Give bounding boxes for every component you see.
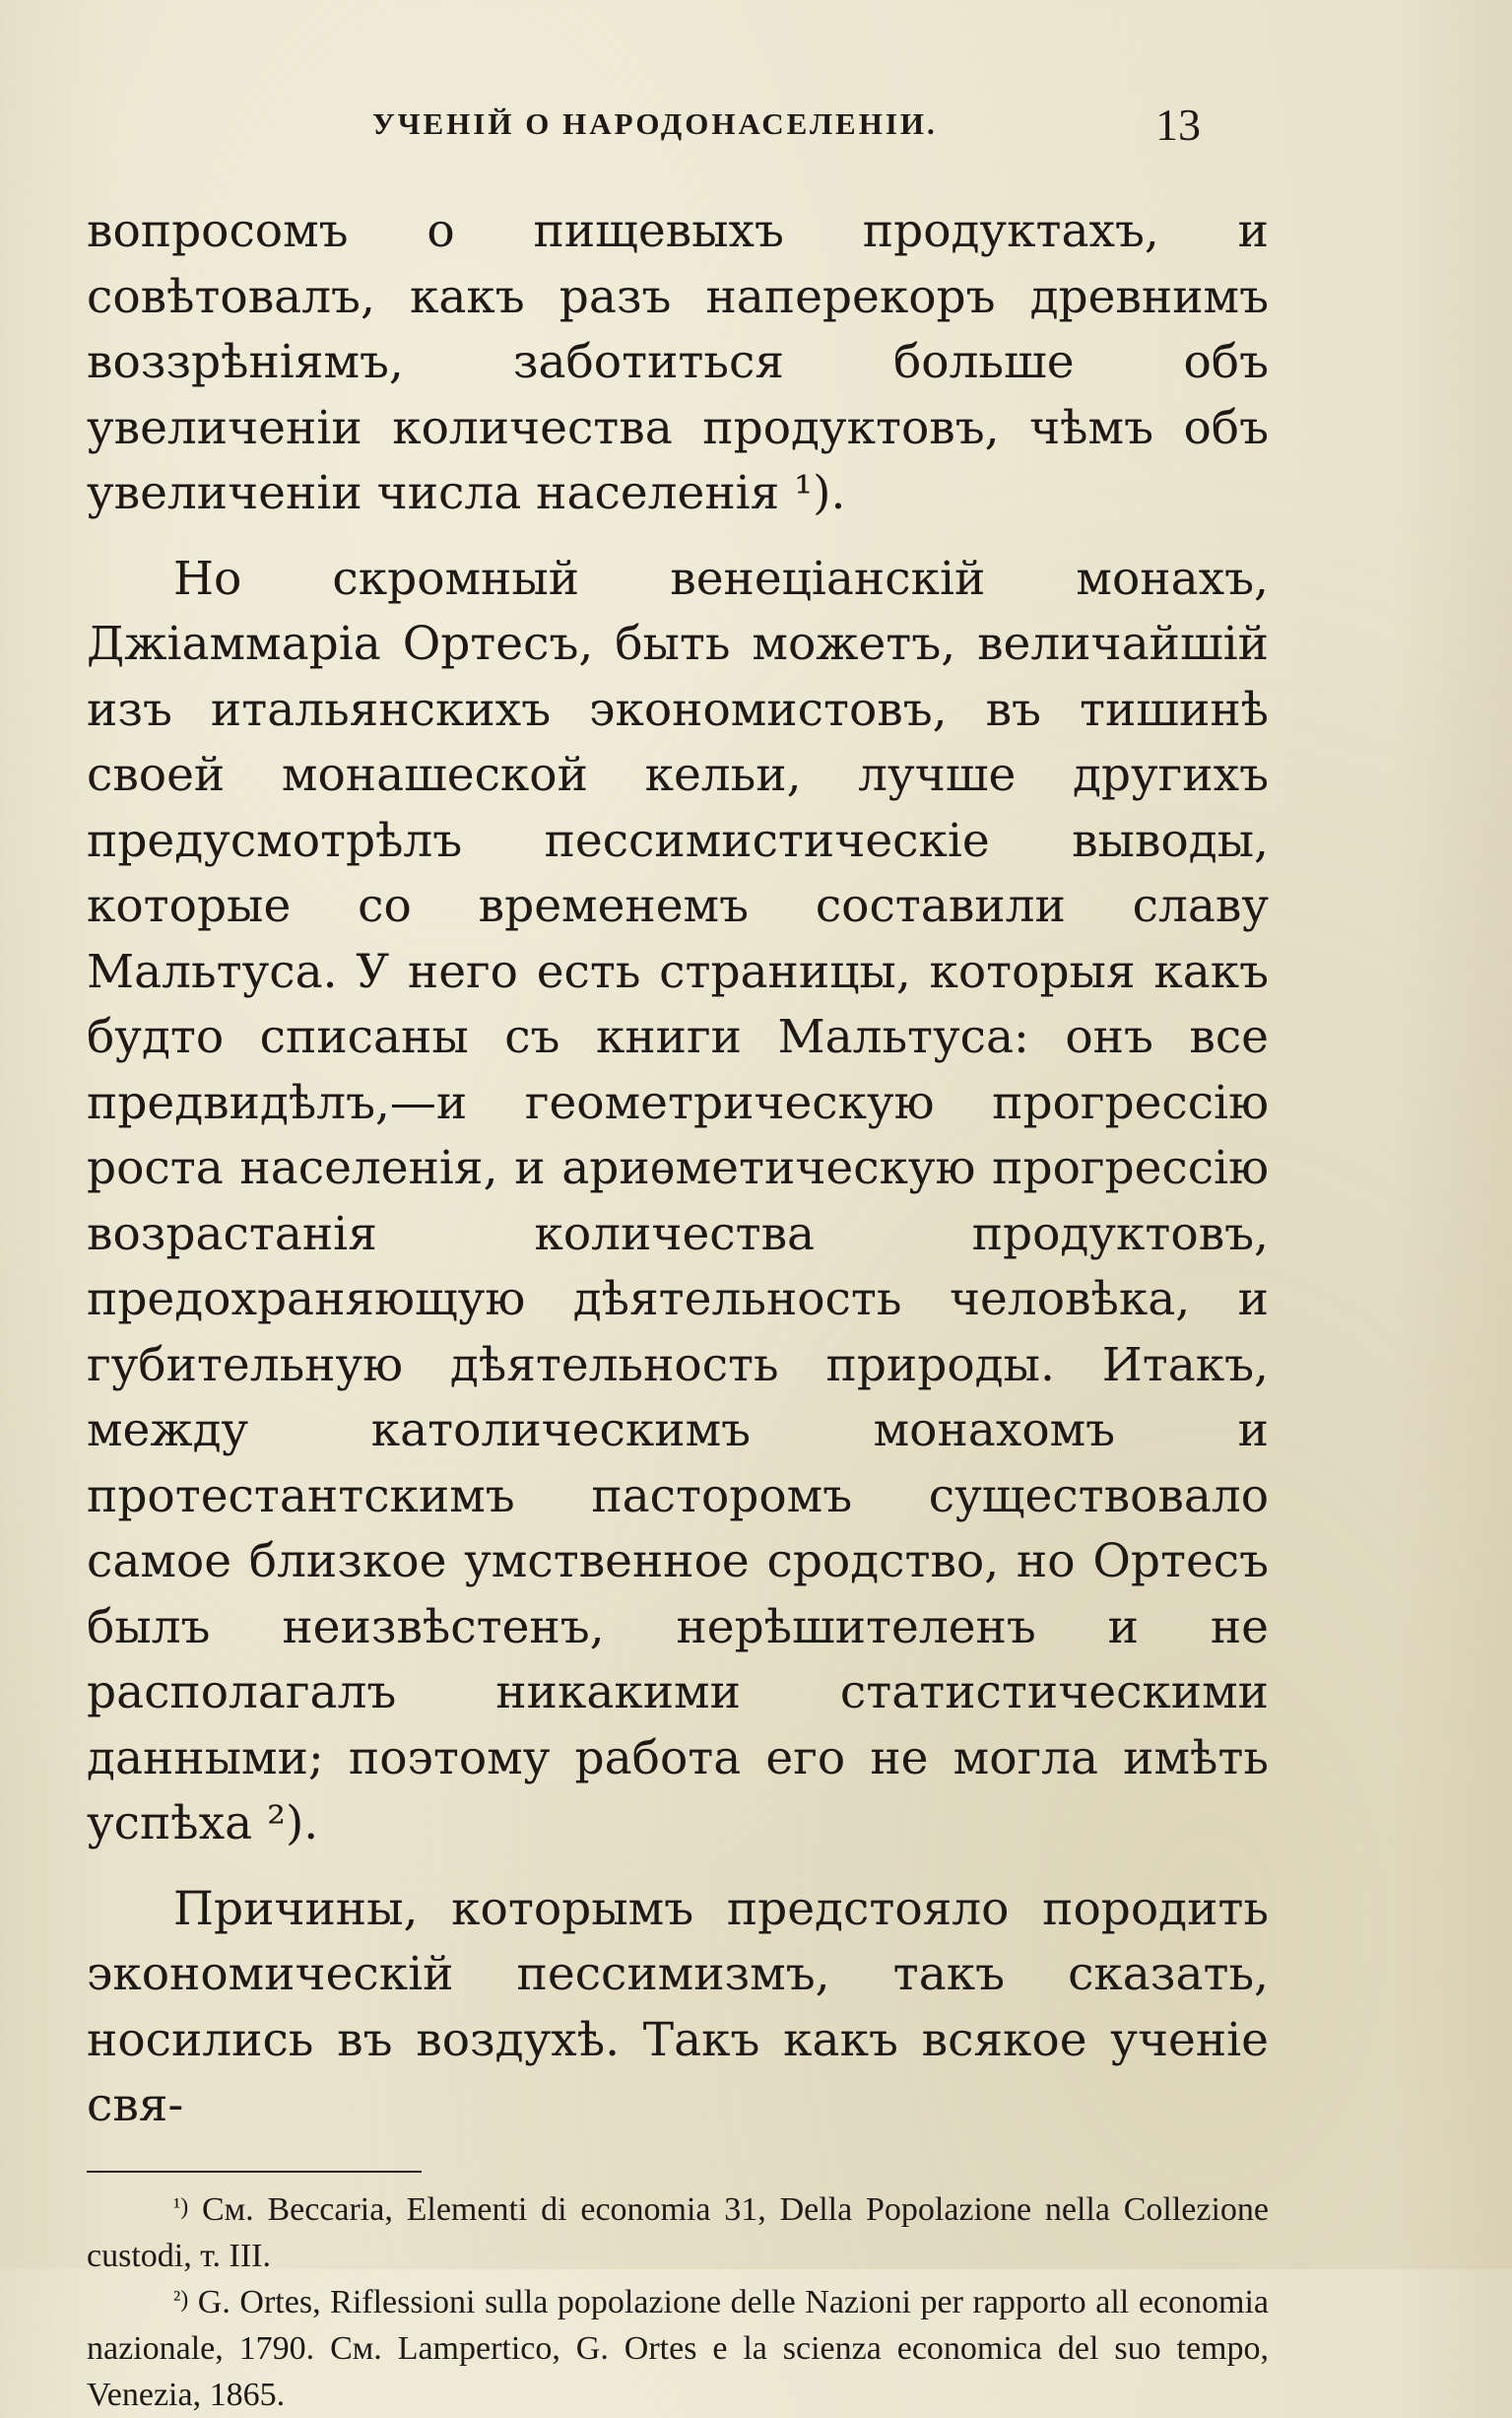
body-text (87, 199, 1269, 2139)
footnote-1-marker: ¹) (173, 2193, 189, 2220)
paragraph-2: Но скромный венеціанскій монахъ, Джіаммаріа Ортесъ, быть можетъ, величайшій изъ итальянскихъ экономистовъ, въ тишинѣ своей монашеской кельи, лучше другихъ предусмотрѣлъ пессимистическіе выводы, которые со временемъ составили славу Мальтуса. У него есть страницы, которыя какъ будто списаны съ книги Мальтуса: онъ все предвидѣлъ,—и геометрическую прогрессію роста населенія, и ариѳметическую прогрессію возрастанія количества продуктовъ, предохраняющую дѣятельность человѣка, и губительную дѣятельность природы. Итакъ, между католическимъ монахомъ и протестантскимъ пасторомъ существовало самое близкое умственное сродство, но Ортесъ былъ неизвѣстенъ, нерѣшителенъ и не располагалъ никакими статистическими данными; поэтому работа его не могла имѣть успѣха ²). (87, 551, 1269, 1850)
running-title: УЧЕНІЙ О НАРОДОНАСЕЛЕНІИ. (372, 106, 938, 141)
footnote-2 (87, 2279, 1269, 2418)
footnote-1 (87, 2186, 1269, 2279)
footnote-1-text: См. Beccaria, Elementi di economia 31, Della Popolazione nella Collezione custodi, т. III. (87, 2190, 1269, 2274)
footnote-2-marker: ²) (173, 2286, 189, 2313)
footnote-2-text: G. Ortes, Riflessioni sulla popolazione delle Nazioni per rapporto all economia nazionale, 1790. См. Lampertico, G. Ortes e la scienza economica del suo tempo, Venezia, 1865. (87, 2283, 1269, 2413)
paragraph-3: Причины, которымъ предстояло породить экономическій пессимизмъ, такъ сказать, носились въ воздухѣ. Такъ какъ всякое ученіе свя- (87, 1881, 1269, 2132)
paragraph-1: вопросомъ о пищевыхъ продуктахъ, и совѣтовалъ, какъ разъ наперекоръ древнимъ воззрѣніямъ, заботиться больше объ увеличеніи количества продуктовъ, чѣмъ объ увеличеніи числа населенія ¹). (87, 204, 1269, 520)
book-page (87, 99, 1269, 2418)
page-number: 13 (1155, 100, 1201, 150)
footnote-separator (87, 2171, 422, 2173)
running-head (87, 99, 1269, 158)
footnotes (87, 2186, 1269, 2418)
